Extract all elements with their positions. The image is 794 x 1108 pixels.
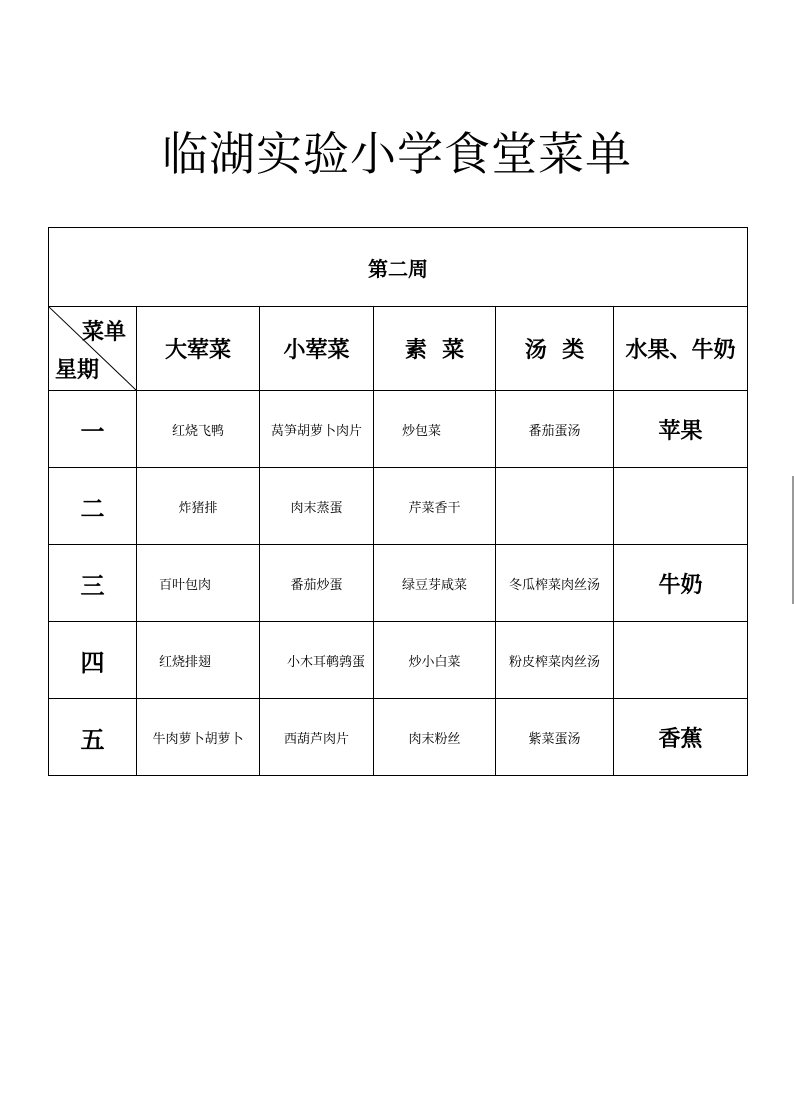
fruit-cell — [614, 468, 748, 545]
dish-cell: 绿豆芽咸菜 — [374, 545, 496, 622]
dish-cell: 小木耳鹌鹑蛋 — [260, 622, 374, 699]
corner-label-weekday: 星期 — [55, 358, 100, 383]
column-header-fruit-milk: 水果、牛奶 — [614, 307, 748, 391]
page-title: 临湖实验小学食堂菜单 — [162, 127, 632, 181]
dish-cell: 炒包菜 — [374, 391, 496, 468]
dish-cell: 番茄炒蛋 — [260, 545, 374, 622]
fruit-cell: 苹果 — [614, 391, 748, 468]
column-header-main-meat: 大荤菜 — [137, 307, 260, 391]
dish-cell: 番茄蛋汤 — [496, 391, 614, 468]
dish-cell: 莴笋胡萝卜肉片 — [260, 391, 374, 468]
table-row — [49, 391, 748, 468]
dish-cell: 炸猪排 — [137, 468, 260, 545]
dish-cell: 炒小白菜 — [374, 622, 496, 699]
dish-cell: 红烧飞鸭 — [137, 391, 260, 468]
dish-cell: 西葫芦肉片 — [260, 699, 374, 776]
table-row — [49, 468, 748, 545]
column-header-side-meat: 小荤菜 — [260, 307, 374, 391]
table-row — [49, 622, 748, 699]
fruit-cell: 牛奶 — [614, 545, 748, 622]
column-header-vegetable: 素 菜 — [374, 307, 496, 391]
table-row — [49, 699, 748, 776]
column-header-soup: 汤 类 — [496, 307, 614, 391]
dish-cell: 红烧排翅 — [137, 622, 260, 699]
corner-header-cell — [49, 307, 137, 391]
table-row — [49, 545, 748, 622]
dish-cell: 肉末粉丝 — [374, 699, 496, 776]
corner-label-menu: 菜单 — [81, 320, 126, 345]
dish-cell — [496, 468, 614, 545]
week-label: 第二周 — [49, 228, 748, 307]
dish-cell: 肉末蒸蛋 — [260, 468, 374, 545]
week-row — [49, 228, 748, 307]
day-cell: 一 — [49, 391, 137, 468]
dish-cell: 粉皮榨菜肉丝汤 — [496, 622, 614, 699]
fruit-cell — [614, 622, 748, 699]
dish-cell: 冬瓜榨菜肉丝汤 — [496, 545, 614, 622]
day-cell: 四 — [49, 622, 137, 699]
menu-table — [48, 227, 748, 776]
day-cell: 三 — [49, 545, 137, 622]
dish-cell: 百叶包肉 — [137, 545, 260, 622]
header-row — [49, 307, 748, 391]
dish-cell: 芹菜香干 — [374, 468, 496, 545]
day-cell: 五 — [49, 699, 137, 776]
day-cell: 二 — [49, 468, 137, 545]
fruit-cell: 香蕉 — [614, 699, 748, 776]
dish-cell: 牛肉萝卜胡萝卜 — [137, 699, 260, 776]
dish-cell: 紫菜蛋汤 — [496, 699, 614, 776]
